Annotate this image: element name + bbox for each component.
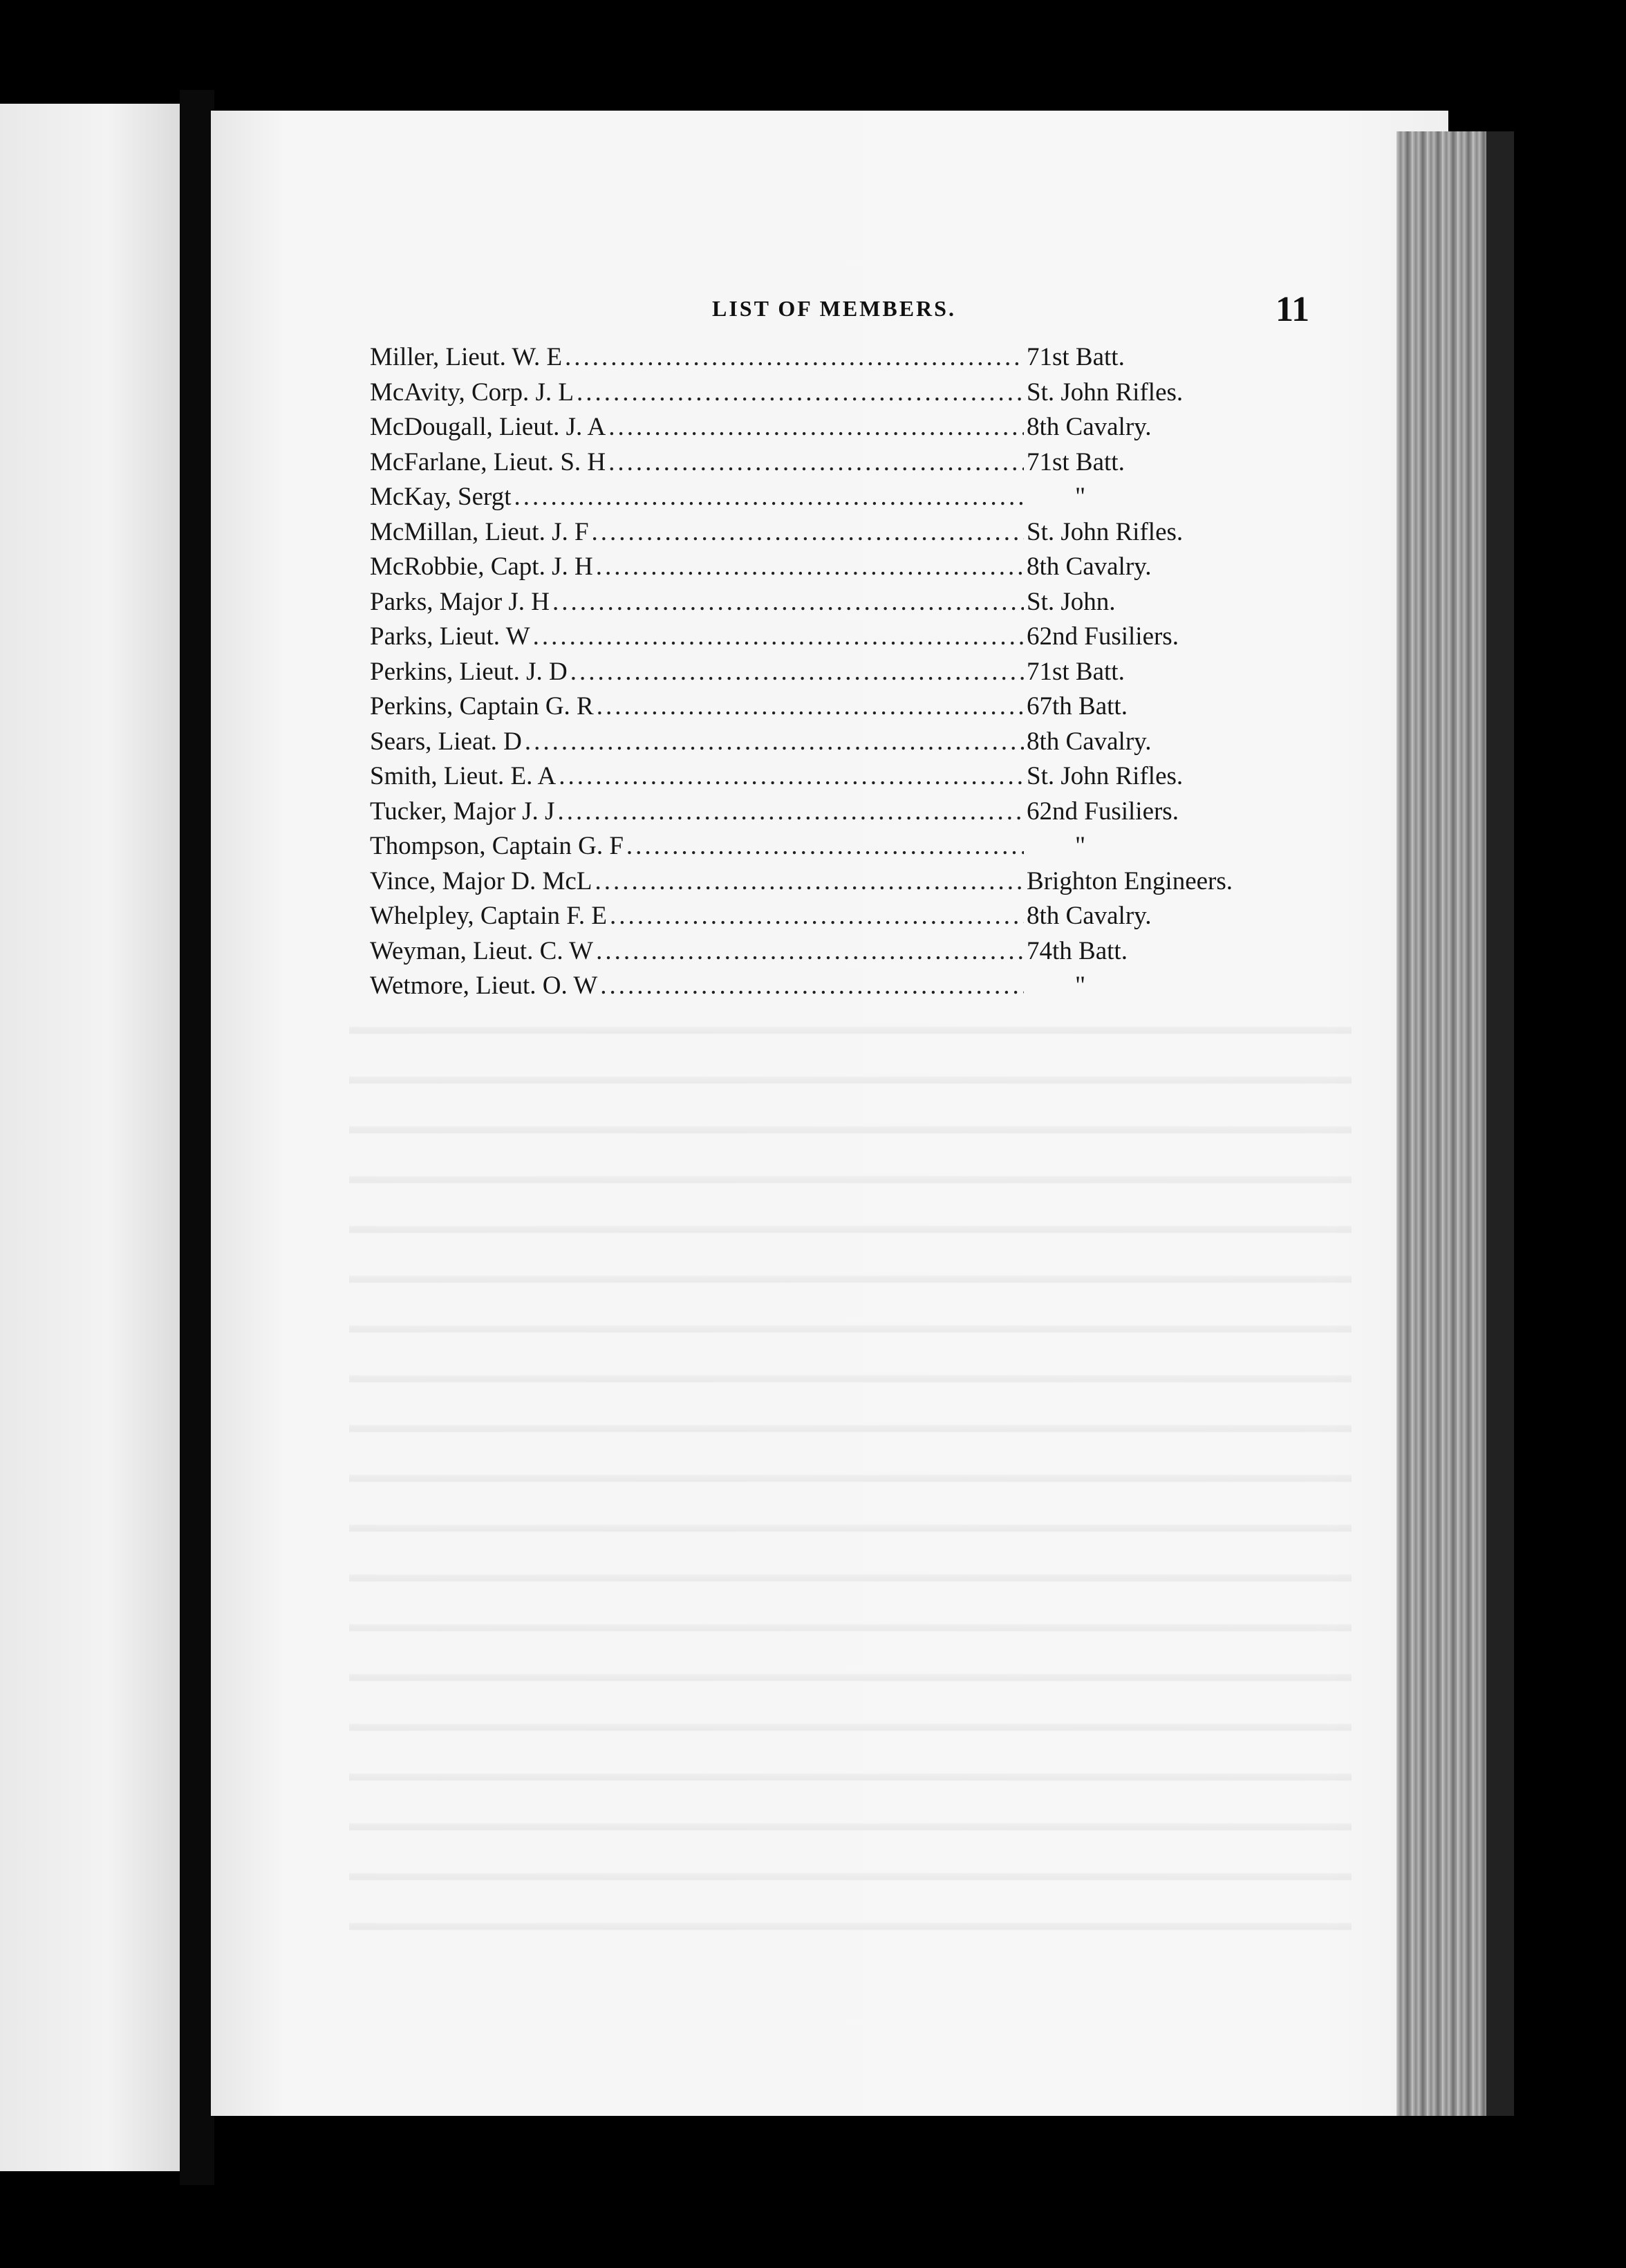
member-unit: 74th Batt.	[1027, 936, 1128, 965]
page-number: 11	[1275, 290, 1310, 329]
dot-leader	[565, 342, 1024, 372]
member-unit: 8th Cavalry.	[1027, 902, 1152, 930]
member-name: McMillan, Lieut. J. F	[370, 517, 589, 546]
member-name: McRobbie, Capt. J. H	[370, 552, 593, 581]
dot-leader	[595, 866, 1024, 896]
dot-leader	[608, 412, 1024, 442]
member-unit: St. John Rifles.	[1027, 762, 1184, 790]
member-entry	[370, 657, 1275, 692]
member-list	[370, 342, 1275, 1006]
member-entry	[370, 622, 1275, 657]
dot-leader	[552, 587, 1024, 617]
member-entry	[370, 447, 1275, 483]
dot-leader	[626, 831, 1024, 861]
member-entry	[370, 797, 1275, 832]
member-entry	[370, 378, 1275, 413]
dot-leader	[596, 552, 1024, 582]
member-entry	[370, 901, 1275, 936]
dot-leader	[608, 447, 1024, 477]
member-unit: 8th Cavalry.	[1027, 727, 1152, 756]
member-name: Smith, Lieut. E. A	[370, 762, 557, 790]
member-entry	[370, 936, 1275, 972]
dot-leader	[557, 797, 1024, 826]
member-name: McAvity, Corp. J. L	[370, 378, 574, 407]
member-entry	[370, 727, 1275, 762]
member-entry	[370, 971, 1275, 1006]
member-name: Parks, Lieut. W	[370, 622, 530, 651]
member-entry	[370, 412, 1275, 447]
running-head: LIST OF MEMBERS.	[712, 296, 956, 321]
member-name: Thompson, Captain G. F	[370, 832, 624, 860]
member-name: Vince, Major D. McL	[370, 866, 592, 895]
member-name: Perkins, Captain G. R	[370, 692, 594, 721]
member-entry	[370, 866, 1275, 902]
dot-leader	[600, 971, 1024, 1001]
member-name: Parks, Major J. H	[370, 587, 550, 616]
member-name: Sears, Lieat. D	[370, 727, 522, 756]
dot-leader	[514, 482, 1025, 512]
member-name: Weyman, Lieut. C. W	[370, 936, 594, 965]
ditto-mark: "	[1075, 972, 1086, 1000]
dot-leader	[570, 657, 1024, 687]
member-entry	[370, 517, 1275, 552]
member-unit: 71st Batt.	[1027, 447, 1125, 476]
member-name: Perkins, Lieut. J. D	[370, 657, 568, 686]
dot-leader	[525, 727, 1024, 756]
member-name: McDougall, Lieut. J. A	[370, 413, 606, 441]
member-entry	[370, 761, 1275, 797]
member-unit: Brighton Engineers.	[1027, 866, 1233, 895]
member-name: McFarlane, Lieut. S. H	[370, 447, 606, 476]
member-unit: 67th Batt.	[1027, 692, 1128, 721]
member-entry	[370, 691, 1275, 727]
member-name: Miller, Lieut. W. E	[370, 343, 563, 371]
member-unit: 8th Cavalry.	[1027, 413, 1152, 441]
ditto-mark: "	[1075, 832, 1086, 860]
member-unit: St. John Rifles.	[1027, 378, 1184, 407]
member-name: Whelpley, Captain F. E	[370, 902, 607, 930]
member-unit: 71st Batt.	[1027, 343, 1125, 371]
dot-leader	[597, 691, 1024, 721]
ditto-mark: "	[1075, 483, 1086, 511]
dot-leader	[559, 761, 1024, 791]
member-name: Wetmore, Lieut. O. W	[370, 972, 598, 1000]
member-entry	[370, 342, 1275, 378]
member-entry	[370, 587, 1275, 622]
book-gutter	[180, 90, 214, 2185]
member-unit: 8th Cavalry.	[1027, 552, 1152, 581]
member-name: Tucker, Major J. J	[370, 797, 555, 826]
dot-leader	[596, 936, 1024, 966]
member-name: McKay, Sergt	[370, 483, 512, 511]
show-through-text	[349, 1003, 1352, 1971]
member-entry	[370, 552, 1275, 587]
member-unit: 62nd Fusiliers.	[1027, 797, 1179, 826]
member-entry	[370, 482, 1275, 517]
dot-leader	[533, 622, 1024, 651]
dot-leader	[577, 378, 1024, 407]
member-unit: 62nd Fusiliers.	[1027, 622, 1179, 651]
member-entry	[370, 831, 1275, 866]
member-unit: St. John.	[1027, 587, 1116, 616]
member-unit: St. John Rifles.	[1027, 517, 1184, 546]
book-cover-edge	[1486, 131, 1514, 2116]
facing-page	[0, 104, 180, 2171]
dot-leader	[592, 517, 1024, 547]
dot-leader	[610, 901, 1024, 931]
member-unit: 71st Batt.	[1027, 657, 1125, 686]
